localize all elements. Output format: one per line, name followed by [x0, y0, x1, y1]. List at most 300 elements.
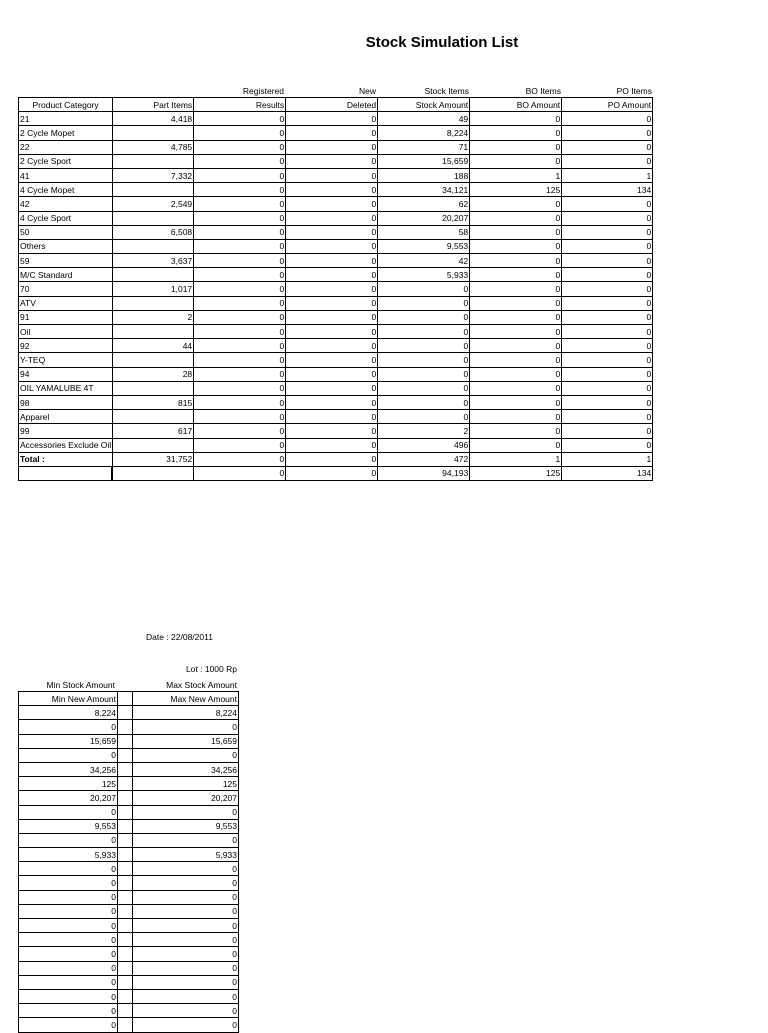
row-stock: 62 [378, 197, 470, 211]
min-max-row [19, 947, 239, 961]
row-po: 0 [562, 424, 653, 438]
max-amount: 8,224 [133, 706, 239, 720]
row-results: 0 [194, 197, 286, 211]
max-amount: 0 [133, 1018, 239, 1032]
spacer-cell [118, 933, 133, 947]
total2-category [19, 466, 113, 480]
row-stock: 0 [378, 381, 470, 395]
row-deleted: 0 [286, 197, 378, 211]
row-bo: 0 [470, 126, 562, 140]
row-part-items [113, 239, 194, 253]
row-bo: 0 [470, 154, 562, 168]
min-max-row [19, 989, 239, 1003]
max-amount: 0 [133, 989, 239, 1003]
spacer-cell [118, 706, 133, 720]
min-max-body [19, 706, 239, 1032]
row-stock: 0 [378, 325, 470, 339]
row-category: 59 [19, 254, 113, 268]
row-stock: 0 [378, 367, 470, 381]
row-bo: 0 [470, 197, 562, 211]
row-part-items: 4,418 [113, 112, 194, 126]
row-po: 0 [562, 211, 653, 225]
min-amount: 0 [19, 876, 118, 890]
spacer-cell [118, 947, 133, 961]
max-amount: 0 [133, 947, 239, 961]
row-bo: 0 [470, 296, 562, 310]
row-bo: 0 [470, 140, 562, 154]
row-bo: 0 [470, 310, 562, 324]
max-amount: 0 [133, 904, 239, 918]
max-amount: 34,256 [133, 762, 239, 776]
table-row [19, 367, 653, 381]
row-category: 94 [19, 367, 113, 381]
row-po: 134 [562, 183, 653, 197]
max-amount: 5,933 [133, 848, 239, 862]
spacer-cell [118, 762, 133, 776]
row-po: 0 [562, 410, 653, 424]
row-results: 0 [194, 211, 286, 225]
row-results: 0 [194, 183, 286, 197]
total-deleted: 0 [286, 452, 378, 466]
row-part-items: 1,017 [113, 282, 194, 296]
table-row [19, 296, 653, 310]
header-bo-items: BO Items [525, 86, 561, 96]
min-max-row [19, 890, 239, 904]
page-title: Stock Simulation List [365, 34, 519, 51]
table-row [19, 410, 653, 424]
total2-po: 134 [562, 466, 653, 480]
row-deleted: 0 [286, 268, 378, 282]
max-amount: 0 [133, 890, 239, 904]
max-amount: 0 [133, 919, 239, 933]
min-amount: 0 [19, 748, 118, 762]
row-part-items: 2 [113, 310, 194, 324]
table-header-row [19, 98, 653, 112]
col-po-amount: PO Amount [562, 98, 653, 112]
row-bo: 0 [470, 239, 562, 253]
spacer-cell [118, 692, 133, 706]
row-category: Accessories Exclude Oil [19, 438, 113, 452]
spacer-cell [118, 961, 133, 975]
row-bo: 0 [470, 395, 562, 409]
col-max-new-amount: Max New Amount [133, 692, 239, 706]
table-row [19, 268, 653, 282]
max-amount: 125 [133, 777, 239, 791]
row-results: 0 [194, 254, 286, 268]
max-amount: 0 [133, 876, 239, 890]
row-deleted: 0 [286, 239, 378, 253]
row-deleted: 0 [286, 183, 378, 197]
row-po: 0 [562, 197, 653, 211]
table-row [19, 381, 653, 395]
row-deleted: 0 [286, 367, 378, 381]
row-po: 0 [562, 254, 653, 268]
row-stock: 34,121 [378, 183, 470, 197]
table-row [19, 339, 653, 353]
spacer-cell [118, 748, 133, 762]
row-results: 0 [194, 225, 286, 239]
row-stock: 0 [378, 296, 470, 310]
row-po: 0 [562, 367, 653, 381]
row-bo: 0 [470, 282, 562, 296]
row-stock: 8,224 [378, 126, 470, 140]
row-results: 0 [194, 154, 286, 168]
spacer-cell [118, 890, 133, 904]
row-stock: 49 [378, 112, 470, 126]
row-part-items: 2,549 [113, 197, 194, 211]
table-row [19, 225, 653, 239]
table-row [19, 438, 653, 452]
row-part-items [113, 381, 194, 395]
row-po: 0 [562, 353, 653, 367]
table-row [19, 254, 653, 268]
max-amount: 0 [133, 1004, 239, 1018]
min-amount: 0 [19, 919, 118, 933]
row-part-items [113, 126, 194, 140]
min-max-row [19, 777, 239, 791]
row-deleted: 0 [286, 112, 378, 126]
table-row [19, 310, 653, 324]
min-amount: 0 [19, 890, 118, 904]
min-max-row [19, 762, 239, 776]
row-category: 92 [19, 339, 113, 353]
row-stock: 2 [378, 424, 470, 438]
header-po-items: PO Items [616, 86, 652, 96]
min-max-row [19, 975, 239, 989]
row-bo: 0 [470, 353, 562, 367]
spacer-cell [118, 876, 133, 890]
row-results: 0 [194, 126, 286, 140]
max-amount: 0 [133, 833, 239, 847]
row-results: 0 [194, 353, 286, 367]
row-results: 0 [194, 310, 286, 324]
row-part-items: 815 [113, 395, 194, 409]
min-max-row [19, 933, 239, 947]
total2-results: 0 [194, 466, 286, 480]
row-deleted: 0 [286, 296, 378, 310]
row-bo: 0 [470, 112, 562, 126]
min-max-row [19, 961, 239, 975]
row-po: 0 [562, 296, 653, 310]
table-row [19, 140, 653, 154]
row-results: 0 [194, 268, 286, 282]
min-amount: 0 [19, 805, 118, 819]
row-po: 0 [562, 239, 653, 253]
row-category: 91 [19, 310, 113, 324]
row-bo: 0 [470, 211, 562, 225]
row-deleted: 0 [286, 126, 378, 140]
spacer-cell [118, 989, 133, 1003]
row-stock: 0 [378, 282, 470, 296]
row-part-items: 7,332 [113, 168, 194, 182]
row-po: 0 [562, 268, 653, 282]
row-bo: 0 [470, 254, 562, 268]
max-amount: 0 [133, 933, 239, 947]
row-part-items [113, 353, 194, 367]
row-stock: 15,659 [378, 154, 470, 168]
row-deleted: 0 [286, 254, 378, 268]
spacer-cell [118, 1004, 133, 1018]
row-po: 0 [562, 339, 653, 353]
row-po: 0 [562, 381, 653, 395]
total-bo: 1 [470, 452, 562, 466]
row-category: M/C Standard [19, 268, 113, 282]
spacer-cell [118, 975, 133, 989]
row-bo: 0 [470, 438, 562, 452]
row-bo: 0 [470, 367, 562, 381]
spacer-cell [118, 805, 133, 819]
row-deleted: 0 [286, 225, 378, 239]
max-amount: 0 [133, 748, 239, 762]
row-results: 0 [194, 168, 286, 182]
row-deleted: 0 [286, 438, 378, 452]
row-stock: 9,553 [378, 239, 470, 253]
min-max-row [19, 904, 239, 918]
table-row [19, 353, 653, 367]
max-amount: 0 [133, 862, 239, 876]
min-amount: 0 [19, 904, 118, 918]
row-results: 0 [194, 282, 286, 296]
table-row [19, 154, 653, 168]
stock-table [18, 97, 653, 481]
table-row [19, 239, 653, 253]
row-part-items [113, 410, 194, 424]
min-max-row [19, 876, 239, 890]
row-bo: 0 [470, 225, 562, 239]
col-results: Results [194, 98, 286, 112]
row-results: 0 [194, 239, 286, 253]
row-category: 99 [19, 424, 113, 438]
row-bo: 1 [470, 168, 562, 182]
min-amount: 0 [19, 933, 118, 947]
min-amount: 125 [19, 777, 118, 791]
min-max-row [19, 833, 239, 847]
header-stock-items: Stock Items [424, 86, 469, 96]
total-results: 0 [194, 452, 286, 466]
row-part-items [113, 268, 194, 282]
row-deleted: 0 [286, 395, 378, 409]
min-amount: 8,224 [19, 706, 118, 720]
table-row [19, 325, 653, 339]
min-amount: 0 [19, 1018, 118, 1032]
row-category: 50 [19, 225, 113, 239]
min-amount: 15,659 [19, 734, 118, 748]
min-max-row [19, 848, 239, 862]
total-row [19, 452, 653, 466]
total-label: Total : [19, 452, 113, 466]
row-part-items [113, 296, 194, 310]
spacer-cell [118, 862, 133, 876]
row-results: 0 [194, 367, 286, 381]
row-bo: 0 [470, 381, 562, 395]
row-category: 2 Cycle Mopet [19, 126, 113, 140]
max-amount: 0 [133, 975, 239, 989]
min-max-row [19, 720, 239, 734]
min-max-row [19, 1004, 239, 1018]
spacer-cell [118, 720, 133, 734]
row-po: 0 [562, 310, 653, 324]
lot-unit: Lot : 1000 Rp [185, 664, 237, 674]
min-max-row [19, 805, 239, 819]
table-row [19, 211, 653, 225]
row-part-items: 44 [113, 339, 194, 353]
min-amount: 0 [19, 1004, 118, 1018]
row-part-items [113, 154, 194, 168]
row-deleted: 0 [286, 339, 378, 353]
spacer-cell [118, 833, 133, 847]
row-stock: 0 [378, 310, 470, 324]
row-category: 21 [19, 112, 113, 126]
row-category: Apparel [19, 410, 113, 424]
total2-part-items [113, 466, 194, 480]
total-stock: 472 [378, 452, 470, 466]
min-max-row [19, 919, 239, 933]
row-part-items: 3,637 [113, 254, 194, 268]
row-results: 0 [194, 339, 286, 353]
min-amount: 20,207 [19, 791, 118, 805]
col-bo-amount: BO Amount [470, 98, 562, 112]
row-po: 0 [562, 225, 653, 239]
row-results: 0 [194, 424, 286, 438]
row-stock: 496 [378, 438, 470, 452]
row-bo: 0 [470, 410, 562, 424]
row-po: 0 [562, 395, 653, 409]
row-category: Y-TEQ [19, 353, 113, 367]
row-deleted: 0 [286, 310, 378, 324]
spacer-cell [118, 904, 133, 918]
row-deleted: 0 [286, 154, 378, 168]
max-amount: 15,659 [133, 734, 239, 748]
header-max-stock: Max Stock Amount [166, 680, 237, 690]
row-deleted: 0 [286, 325, 378, 339]
min-max-row [19, 819, 239, 833]
spacer-cell [118, 848, 133, 862]
row-results: 0 [194, 140, 286, 154]
row-part-items: 28 [113, 367, 194, 381]
row-category: OIL YAMALUBE 4T [19, 381, 113, 395]
min-amount: 9,553 [19, 819, 118, 833]
row-stock: 42 [378, 254, 470, 268]
row-bo: 0 [470, 268, 562, 282]
col-min-new-amount: Min New Amount [19, 692, 118, 706]
row-stock: 0 [378, 410, 470, 424]
col-deleted: Deleted [286, 98, 378, 112]
max-amount: 20,207 [133, 791, 239, 805]
min-amount: 0 [19, 862, 118, 876]
row-category: 98 [19, 395, 113, 409]
max-amount: 9,553 [133, 819, 239, 833]
row-po: 0 [562, 282, 653, 296]
row-deleted: 0 [286, 211, 378, 225]
row-results: 0 [194, 395, 286, 409]
max-amount: 0 [133, 805, 239, 819]
total2-stock: 94,193 [378, 466, 470, 480]
row-bo: 0 [470, 325, 562, 339]
row-category: 70 [19, 282, 113, 296]
spacer-cell [118, 791, 133, 805]
row-po: 0 [562, 154, 653, 168]
total-po: 1 [562, 452, 653, 466]
total-part-items: 31,752 [113, 452, 194, 466]
row-part-items: 4,785 [113, 140, 194, 154]
header-new: New [358, 86, 376, 96]
row-stock: 58 [378, 225, 470, 239]
row-po: 0 [562, 325, 653, 339]
row-po: 1 [562, 168, 653, 182]
row-category: 2 Cycle Sport [19, 154, 113, 168]
row-results: 0 [194, 296, 286, 310]
row-po: 0 [562, 140, 653, 154]
row-part-items: 617 [113, 424, 194, 438]
row-stock: 0 [378, 353, 470, 367]
min-amount: 0 [19, 989, 118, 1003]
row-bo: 0 [470, 339, 562, 353]
row-stock: 71 [378, 140, 470, 154]
header-registered: Registered [242, 86, 284, 96]
min-max-row [19, 862, 239, 876]
row-deleted: 0 [286, 168, 378, 182]
row-part-items: 6,508 [113, 225, 194, 239]
col-stock-amount: Stock Amount [378, 98, 470, 112]
row-results: 0 [194, 325, 286, 339]
row-category: 22 [19, 140, 113, 154]
min-max-row [19, 1018, 239, 1032]
row-deleted: 0 [286, 410, 378, 424]
min-amount: 0 [19, 975, 118, 989]
row-category: 41 [19, 168, 113, 182]
min-max-row [19, 748, 239, 762]
row-stock: 0 [378, 395, 470, 409]
row-part-items [113, 211, 194, 225]
min-max-header-row [19, 692, 239, 706]
min-amount: 34,256 [19, 762, 118, 776]
row-part-items [113, 325, 194, 339]
row-results: 0 [194, 381, 286, 395]
min-max-table [18, 691, 239, 1033]
table-row [19, 395, 653, 409]
row-po: 0 [562, 112, 653, 126]
table-row [19, 112, 653, 126]
min-max-row [19, 734, 239, 748]
spacer-cell [118, 819, 133, 833]
min-max-row [19, 791, 239, 805]
table-row [19, 168, 653, 182]
row-stock: 20,207 [378, 211, 470, 225]
row-po: 0 [562, 438, 653, 452]
row-stock: 188 [378, 168, 470, 182]
table-row [19, 197, 653, 211]
min-amount: 0 [19, 947, 118, 961]
row-part-items [113, 438, 194, 452]
table-row [19, 282, 653, 296]
row-deleted: 0 [286, 381, 378, 395]
min-amount: 0 [19, 720, 118, 734]
row-category: Others [19, 239, 113, 253]
spacer-cell [118, 777, 133, 791]
row-stock: 0 [378, 339, 470, 353]
table-row [19, 183, 653, 197]
table-row [19, 424, 653, 438]
table-body [19, 112, 653, 453]
row-category: Oil [19, 325, 113, 339]
row-results: 0 [194, 438, 286, 452]
spacer-cell [118, 1018, 133, 1032]
spacer-cell [118, 919, 133, 933]
spacer-cell [118, 734, 133, 748]
row-results: 0 [194, 410, 286, 424]
row-results: 0 [194, 112, 286, 126]
total2-bo: 125 [470, 466, 562, 480]
